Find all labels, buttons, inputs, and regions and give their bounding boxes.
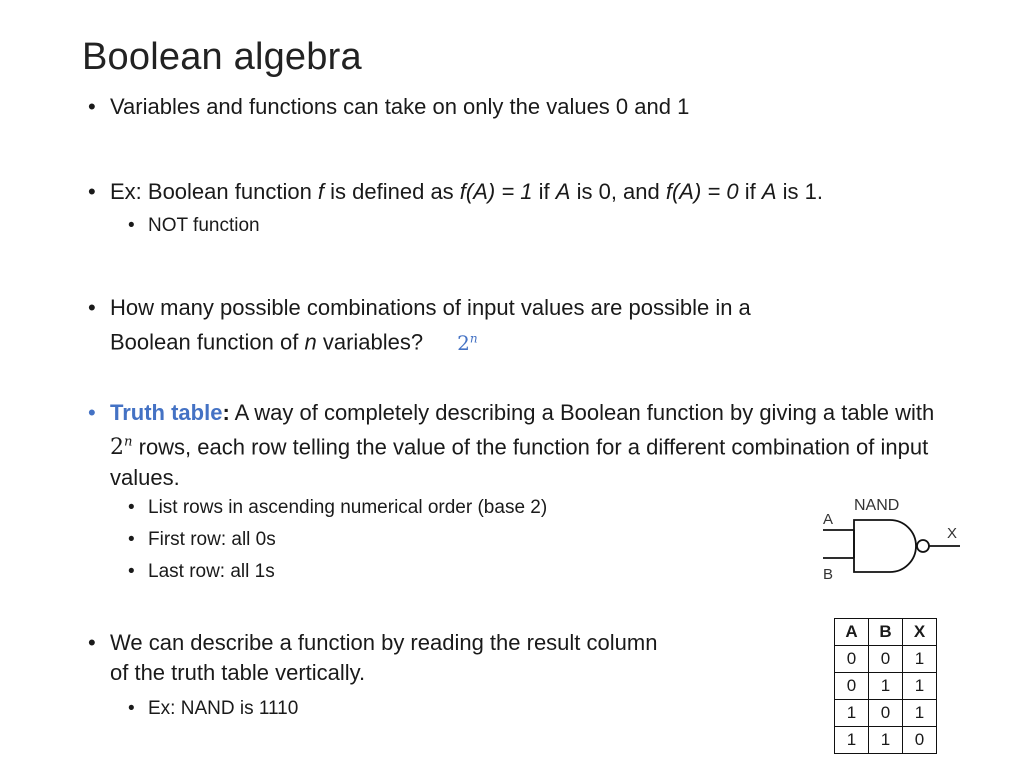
bullet-describe xyxy=(88,628,788,688)
two-to-n: 2$^n$ xyxy=(110,435,133,461)
answer-2-to-n: 2$^n$ xyxy=(457,330,478,355)
gate-inversion-bubble xyxy=(917,540,929,552)
bullet-dot: • xyxy=(88,94,96,119)
truth-table-header-row xyxy=(835,619,937,646)
sub-bullet-last-row-text: Last row: all 1s xyxy=(148,561,275,582)
bullet-values xyxy=(88,92,958,122)
cell: 1 xyxy=(903,700,937,727)
truth-table xyxy=(834,618,937,754)
gate-input-b-label: B xyxy=(823,566,834,583)
sub-bullet-not-text: NOT function xyxy=(148,215,260,236)
sub-bullet-ascending-text: List rows in ascending numerical order (base 2) xyxy=(148,497,548,518)
bullet-describe-text: We can describe a function by reading the result column of the truth table vertically. xyxy=(110,630,658,685)
cell: 0 xyxy=(869,700,903,727)
sub-bullet-nand-example-text: Ex: NAND is 1110 xyxy=(148,698,299,719)
cell: 1 xyxy=(903,673,937,700)
header-b: B xyxy=(869,619,903,646)
bullet-truth-table-text: Truth table: A way of completely describing a Boolean function by giving a table with 2$^n$ rows, each row telling the value of the function for a different combination of input values. xyxy=(110,400,935,491)
gate-output-label: X xyxy=(947,525,958,542)
bullet-example xyxy=(88,177,958,207)
truth-table-term: Truth table xyxy=(110,400,223,425)
table-row xyxy=(835,700,937,727)
cell: 1 xyxy=(835,727,869,754)
bullet-example-text: Ex: Boolean function f is defined as f(A) = 1 if A is 0, and f(A) = 0 if A is 1. xyxy=(110,179,823,204)
cell: 1 xyxy=(835,700,869,727)
bullet-dot: • xyxy=(128,215,135,236)
gate-label: NAND xyxy=(854,497,900,514)
bullet-dot: • xyxy=(128,529,135,550)
bullet-dot: • xyxy=(88,179,96,204)
header-x: X xyxy=(903,619,937,646)
bullet-dot: • xyxy=(88,630,96,655)
slide-title: Boolean algebra xyxy=(82,36,362,78)
bullet-dot: • xyxy=(128,698,135,719)
sub-bullet-not xyxy=(128,214,260,238)
table-row xyxy=(835,673,937,700)
sub-bullet-ascending xyxy=(128,496,547,520)
bullet-dot: • xyxy=(128,497,135,518)
cell: 1 xyxy=(869,727,903,754)
cell: 0 xyxy=(903,727,937,754)
bullet-values-text: Variables and functions can take on only the values 0 and 1 xyxy=(110,94,690,119)
bullet-truth-table xyxy=(88,398,958,493)
cell: 0 xyxy=(835,646,869,673)
bullet-dot: • xyxy=(88,295,96,320)
nand-gate-body xyxy=(854,520,916,572)
header-a: A xyxy=(835,619,869,646)
sub-bullet-first-row-text: First row: all 0s xyxy=(148,529,276,550)
sub-bullet-last-row xyxy=(128,560,275,584)
cell: 1 xyxy=(903,646,937,673)
cell: 0 xyxy=(835,673,869,700)
bullet-dot: • xyxy=(88,400,96,425)
sub-bullet-first-row xyxy=(128,528,276,552)
sub-bullet-nand-example xyxy=(128,697,298,721)
cell: 1 xyxy=(869,673,903,700)
table-row xyxy=(835,646,937,673)
bullet-combinations-text: How many possible combinations of input values are possible in a Boolean function of n variables? 2$^n$ xyxy=(110,295,751,355)
nand-gate-diagram xyxy=(818,490,968,585)
cell: 0 xyxy=(869,646,903,673)
bullet-dot: • xyxy=(128,561,135,582)
gate-input-a-label: A xyxy=(823,511,834,528)
table-row xyxy=(835,727,937,754)
bullet-combinations xyxy=(88,293,958,358)
